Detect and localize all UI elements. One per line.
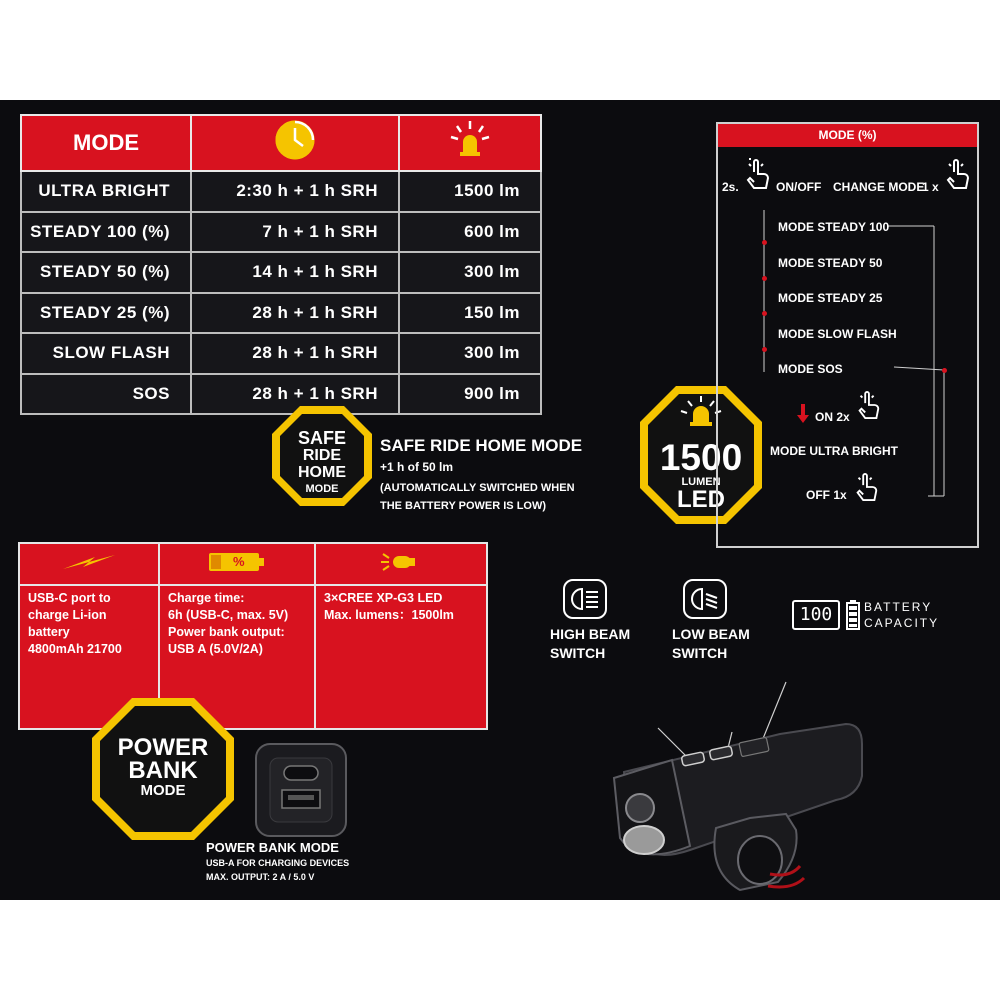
power-bank-line2: MAX. OUTPUT: 2 A / 5.0 V bbox=[206, 872, 315, 882]
lumen-cell: 600 lm bbox=[399, 212, 541, 253]
usb-port-illustration bbox=[252, 740, 350, 840]
led-bulb-icon bbox=[379, 551, 423, 573]
flow-dot bbox=[762, 347, 767, 352]
mode-name-cell: SLOW FLASH bbox=[21, 333, 191, 374]
spec-battery-line2: 6h (USB-C, max. 5V) bbox=[168, 608, 289, 622]
infographic-panel bbox=[0, 100, 1000, 900]
spec-charge-line4: 4800mAh 21700 bbox=[28, 642, 122, 656]
mode-name-cell: STEADY 50 (%) bbox=[21, 252, 191, 293]
power-badge-line3: MODE bbox=[140, 782, 186, 799]
flow-dot bbox=[762, 276, 767, 281]
battery-icon bbox=[846, 600, 860, 630]
battery-capacity-label1: BATTERY bbox=[864, 600, 933, 614]
lumen-cell: 1500 lm bbox=[399, 171, 541, 212]
mode-table bbox=[20, 114, 542, 415]
lumen-cell: 900 lm bbox=[399, 374, 541, 415]
flow-change-mode: CHANGE MODE bbox=[833, 180, 925, 194]
runtime-cell: 14 h + 1 h SRH bbox=[191, 252, 399, 293]
off-press-icon bbox=[852, 472, 880, 502]
spec-battery-line1: Charge time: bbox=[168, 591, 245, 605]
flow-mode-steady-50: MODE STEADY 50 bbox=[778, 256, 883, 270]
mode-name-cell: ULTRA BRIGHT bbox=[21, 171, 191, 212]
flow-mode-sos: MODE SOS bbox=[778, 362, 843, 376]
flow-on-2x: ON 2x bbox=[815, 410, 850, 424]
flow-mode-steady-25: MODE STEADY 25 bbox=[778, 291, 883, 305]
mode-column-header: MODE bbox=[21, 115, 191, 171]
low-beam-label2: SWITCH bbox=[672, 645, 728, 661]
press-icon bbox=[942, 158, 972, 190]
high-beam-label1: HIGH BEAM bbox=[550, 626, 631, 642]
safe-ride-line1: +1 h of 50 lm bbox=[380, 460, 454, 474]
flow-dot bbox=[762, 240, 767, 245]
lumen-cell: 300 lm bbox=[399, 333, 541, 374]
runtime-cell: 2:30 h + 1 h SRH bbox=[191, 171, 399, 212]
low-beam-icon bbox=[682, 578, 728, 620]
low-beam-label1: LOW BEAM bbox=[672, 626, 750, 642]
spec-battery-head bbox=[159, 543, 315, 585]
battery-capacity-label2: CAPACITY bbox=[864, 616, 940, 630]
runtime-cell: 28 h + 1 h SRH bbox=[191, 333, 399, 374]
mode-row bbox=[21, 333, 541, 374]
lightning-icon bbox=[59, 549, 119, 575]
lumen-value: 1500 bbox=[659, 437, 743, 478]
flow-off-1x: OFF 1x bbox=[806, 488, 847, 502]
power-badge-line1: POWER bbox=[117, 734, 209, 761]
arrow-down-icon bbox=[796, 404, 810, 424]
spec-charge-line1: USB-C port to bbox=[28, 591, 111, 605]
runtime-cell: 28 h + 1 h SRH bbox=[191, 293, 399, 334]
lumen-cell: 150 lm bbox=[399, 293, 541, 334]
lumen-led: LED bbox=[677, 486, 725, 513]
mode-row bbox=[21, 252, 541, 293]
mode-row bbox=[21, 212, 541, 253]
lumen-unit: LUMEN bbox=[681, 476, 721, 488]
battery-display: 100 bbox=[792, 600, 840, 630]
mode-name-cell: SOS bbox=[21, 374, 191, 415]
flow-hold-time: 2s. bbox=[722, 180, 739, 194]
safe-badge-line3: HOME bbox=[298, 464, 346, 481]
high-beam-label2: SWITCH bbox=[550, 645, 606, 661]
flow-mode-slow-flash: MODE SLOW FLASH bbox=[778, 327, 897, 341]
light-bulb-icon bbox=[448, 118, 492, 162]
safe-badge-line1: SAFE bbox=[297, 428, 346, 448]
safe-ride-line2: (AUTOMATICALLY SWITCHED WHEN bbox=[380, 482, 575, 494]
runtime-column-header bbox=[191, 115, 399, 171]
lumen-column-header bbox=[399, 115, 541, 171]
safe-ride-line3: THE BATTERY POWER IS LOW) bbox=[380, 500, 547, 512]
mode-name-cell: STEADY 25 (%) bbox=[21, 293, 191, 334]
runtime-cell: 7 h + 1 h SRH bbox=[191, 212, 399, 253]
battery-percent: % bbox=[233, 553, 245, 569]
high-beam-icon bbox=[562, 578, 608, 620]
mode-row bbox=[21, 171, 541, 212]
spec-led-line2: Max. lumens：1500lm bbox=[324, 608, 454, 622]
mode-name-cell: STEADY 100 (%) bbox=[21, 212, 191, 253]
spec-icon-row bbox=[19, 543, 487, 585]
spec-led-line1: 3×CREE XP-G3 LED bbox=[324, 591, 443, 605]
flow-dot bbox=[942, 368, 947, 373]
safe-ride-title: SAFE RIDE HOME MODE bbox=[380, 436, 583, 455]
spec-charge-head bbox=[19, 543, 159, 585]
double-press-icon bbox=[854, 390, 882, 420]
power-badge-line2: BANK bbox=[128, 757, 198, 784]
spec-charge-line2: charge Li-ion bbox=[28, 608, 107, 622]
flow-on-off: ON/OFF bbox=[776, 180, 822, 194]
flow-change-count: 1 x bbox=[922, 180, 939, 194]
clock-icon bbox=[273, 118, 317, 162]
flow-dot bbox=[762, 311, 767, 316]
flow-mode-steady-100: MODE STEADY 100 bbox=[778, 220, 890, 234]
spec-battery-line4: USB A (5.0V/2A) bbox=[168, 642, 263, 656]
bike-light-illustration bbox=[600, 660, 870, 892]
hold-press-icon bbox=[742, 158, 772, 190]
power-bank-line1: USB-A FOR CHARGING DEVICES bbox=[206, 858, 350, 868]
power-bank-title: POWER BANK MODE bbox=[206, 840, 339, 855]
safe-badge-line2: RIDE bbox=[302, 447, 342, 464]
runtime-cell: 28 h + 1 h SRH bbox=[191, 374, 399, 415]
spec-led-head bbox=[315, 543, 487, 585]
spec-charge-line3: battery bbox=[28, 625, 70, 639]
spec-led-cell bbox=[315, 585, 487, 729]
lumen-cell: 300 lm bbox=[399, 252, 541, 293]
flow-header: MODE (%) bbox=[718, 124, 977, 147]
mode-table-header bbox=[21, 115, 541, 171]
flow-ultra-bright: MODE ULTRA BRIGHT bbox=[770, 444, 898, 458]
safe-badge-line4: MODE bbox=[305, 483, 339, 495]
spec-battery-line3: Power bank output: bbox=[168, 625, 285, 639]
mode-row bbox=[21, 293, 541, 334]
